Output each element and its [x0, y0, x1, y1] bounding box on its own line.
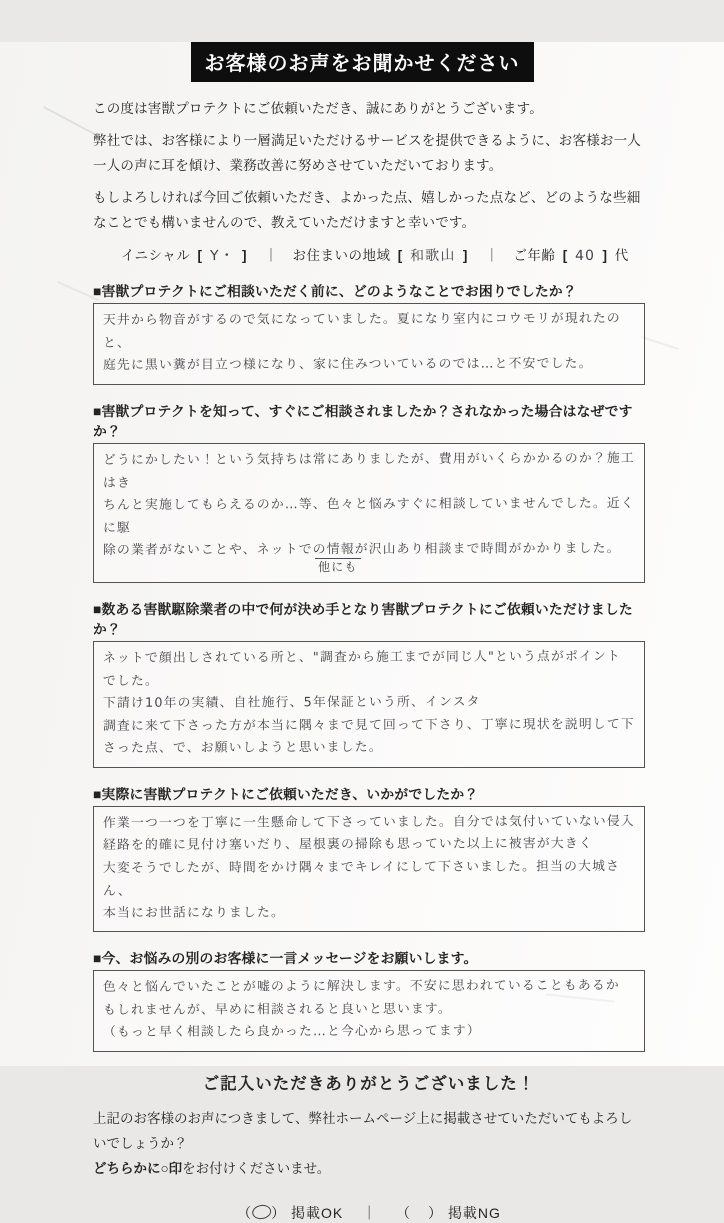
- answer-box: [93, 443, 645, 584]
- handwritten-circle-mark: [251, 1203, 272, 1220]
- age-suffix: 代: [614, 248, 629, 263]
- divider: ｜: [362, 1204, 378, 1221]
- region-value-handwritten: 和歌山: [409, 247, 456, 265]
- handwritten-answer-line: どうにかしたい！という気持ちは常にありましたが、費用がいくらかかるのか？施工はき: [102, 450, 635, 490]
- scanned-survey-sheet: [0, 42, 724, 1221]
- bracket: ]: [602, 248, 608, 263]
- thanks-heading: ご記入いただきありがとうございました！: [202, 1074, 536, 1093]
- instruction-text: [93, 1156, 645, 1181]
- publish-choice-row: [93, 1203, 645, 1223]
- question-label: ■害獣プロテクトにご相談いただく前に、どのようなことでお困りでしたか？: [93, 284, 577, 299]
- bracket: [: [197, 248, 203, 263]
- question-section-5: [93, 947, 645, 1052]
- age-label: ご年齢: [513, 248, 556, 263]
- instruction-bold: どちらかに○印: [93, 1160, 183, 1176]
- paren: ）: [271, 1204, 287, 1221]
- permission-text: 上記のお客様のお声につきまして、弊社ホームページ上に掲載させていただいてもよろしいでしょうか？: [93, 1110, 633, 1151]
- answer-box: [93, 641, 645, 768]
- bracket: ]: [241, 248, 247, 263]
- question-label: ■数ある害獣駆除業者の中で何が決め手となり害獣プロテクトにご依頼いただけましたか？: [93, 602, 633, 637]
- handwritten-answer-line: （もっと早く相談したら良かった…と今心から思ってます）: [102, 1023, 481, 1040]
- bracket: [: [397, 248, 403, 263]
- bracket: [: [562, 248, 568, 263]
- publish-ok-label: 掲載OK: [290, 1204, 344, 1221]
- age-value-handwritten: 40: [574, 247, 596, 265]
- form-body: [93, 96, 645, 1223]
- handwritten-answer-line: ネットで顔出しされている所と、"調査から施工までが同じ人"という点がポイントでした。: [102, 649, 622, 689]
- handwritten-insertion-note: 他にも: [315, 558, 361, 575]
- divider: ｜: [485, 248, 500, 263]
- handwritten-answer-line: 作業一つ一つを丁寧に一生懸命して下さっていました。自分では気付いていない侵入: [102, 813, 635, 831]
- handwritten-answer-line: 下請け10年の実績、自社施行、5年保証という所、インスタ: [102, 694, 481, 711]
- handwritten-answer-line: もしれませんが、早めに相談されると良いと思います。: [102, 1001, 452, 1018]
- answer-box: [93, 970, 645, 1052]
- question-label: ■害獣プロテクトを知って、すぐにご相談されましたか？されなかった場合はなぜですか？: [93, 403, 633, 439]
- answer-box: [93, 806, 645, 933]
- handwritten-answer-line: 本当にお世話になりました。: [102, 904, 285, 921]
- question-section-4: [93, 783, 645, 933]
- intro-block: [93, 96, 645, 235]
- initial-label: イニシャル: [121, 248, 191, 263]
- handwritten-answer-line: 大変そうでしたが、時間をかけ隅々までキレイにして下さいました。担当の大城さん、: [102, 858, 621, 898]
- initial-value-handwritten: Y・: [209, 247, 235, 265]
- region-label: お住まいの地域: [292, 248, 391, 263]
- publish-ng-label: 掲載NG: [447, 1204, 501, 1221]
- respondent-profile-row: [121, 244, 645, 265]
- question-section-1: [93, 280, 645, 385]
- footer-block: [93, 1070, 645, 1223]
- question-label: ■実際に害獣プロテクトにご依頼いただき、いかがでしたか？: [93, 786, 479, 802]
- question-section-3: [93, 598, 645, 768]
- handwritten-answer-line: さった点、で、お願いしようと思いました。: [102, 739, 383, 756]
- scan-crease: [641, 336, 680, 350]
- paren: （: [237, 1204, 253, 1221]
- scan-crease: [43, 106, 97, 136]
- handwritten-answer-line: 調査に来て下さった方が本当に隅々まで見て回って下さり、丁寧に現状を説明して下: [102, 716, 635, 734]
- bracket: ]: [462, 248, 468, 263]
- intro-paragraph-3: もしよろしければ今回ご依頼いただき、よかった点、嬉しかった点など、どのような些細なことでも構いませんので、教えていただけますと幸いです。: [93, 190, 641, 230]
- instruction-rest: をお付けくださいませ。: [182, 1160, 331, 1176]
- blank-mark: [411, 1206, 428, 1218]
- intro-paragraph-2: 弊社では、お客様により一層満足いただけるサービスを提供できるように、お客様お一人一人の声に耳を傾け、業務改善に努めさせていただいております。: [93, 133, 641, 173]
- intro-paragraph-1: この度は害獣プロテクトにご依頼いただき、誠にありがとうございます。: [93, 101, 543, 116]
- divider: ｜: [264, 248, 279, 263]
- answer-box: [93, 303, 645, 385]
- paren: ）: [428, 1204, 443, 1221]
- form-title: お客様のお声をお聞かせください: [191, 42, 534, 82]
- question-section-2: [93, 400, 645, 584]
- handwritten-answer-line: 経路を的確に見付け塞いだり、屋根裏の掃除も思っていた以上に被害が大きく: [102, 836, 593, 853]
- handwritten-answer-line: 除の業者がないことや、ネットでの情報が沢山あり相談まで時間がかかりました。: [102, 540, 621, 558]
- paren: （: [396, 1204, 411, 1221]
- handwritten-answer-line: 庭先に黒い糞が目立つ様になり、家に住みついているのでは…と不安でした。: [102, 356, 593, 373]
- handwritten-answer-line: 色々と悩んでいたことが嘘のように解決します。不安に思われていることもあるか: [102, 978, 620, 995]
- question-label: ■今、お悩みの別のお客様に一言メッセージをお願いします。: [93, 951, 478, 966]
- handwritten-answer-line: ちんと実施してもらえるのか…等、色々と悩みすぐに相談していませんでした。近くに駆: [102, 495, 635, 535]
- handwritten-answer-line: 天井から物音がするので気になっていました。夏になり室内にコウモリが現れたのと、: [102, 311, 621, 351]
